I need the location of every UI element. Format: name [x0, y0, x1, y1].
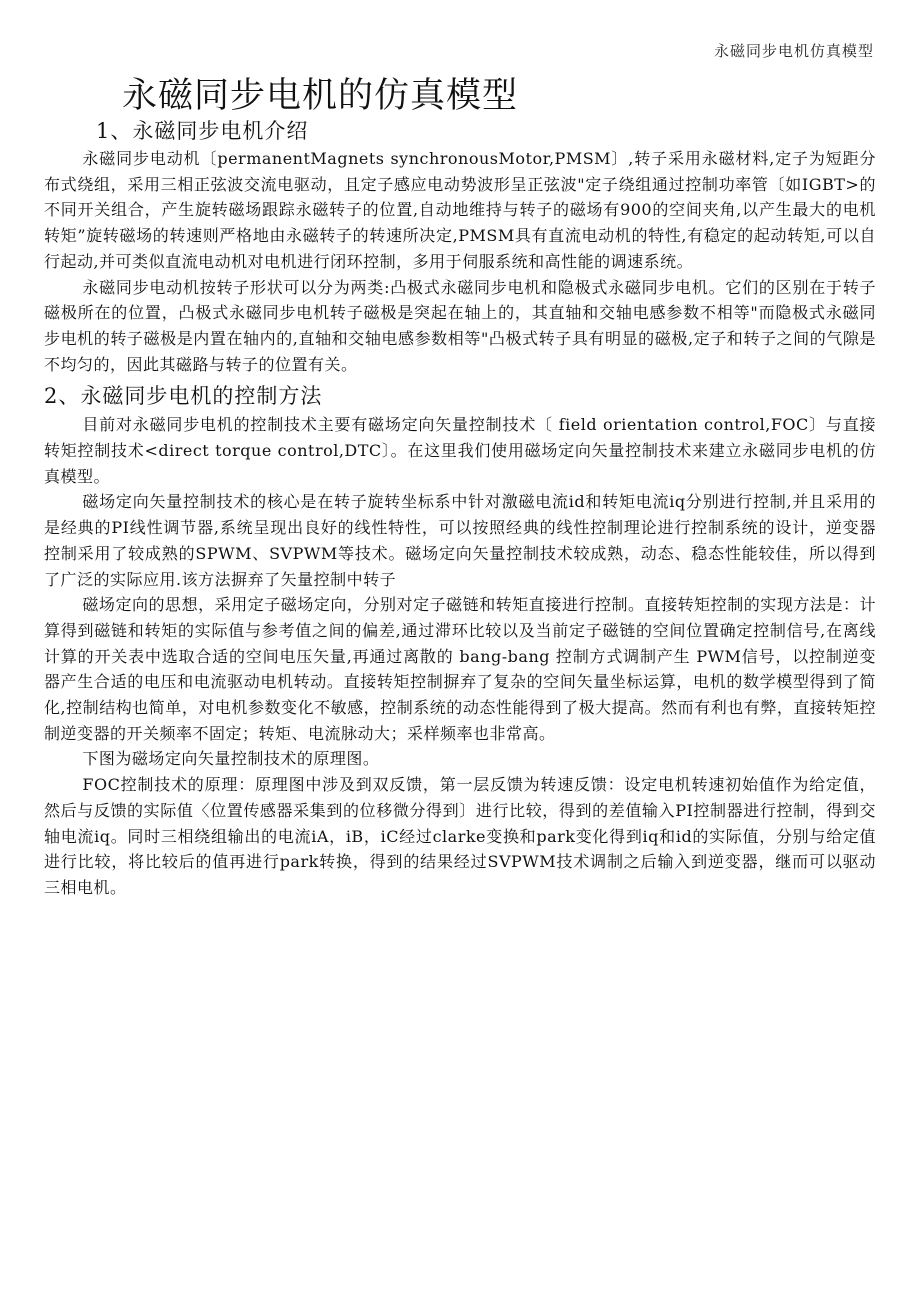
paragraph: 永磁同步电动机〔permanentMagnets synchronousMotor,PMSM〕,转子采用永磁材料,定子为短距分布式绕组，采用三相正弦波交流电驱动，且定子感应电动势波形呈正弦波"定子绕组通过控制功率管〔如IGBT>的不同开关组合，产生旋转磁场跟踪永磁转子的位置,自动地维持与转子的磁场有900的空间夹角,以产生最大的电机转矩”旋转磁场的转速则严格地由永磁转子的转速所决定,PMSM具有直流电动机的特性,有稳定的起动转矩,可以自行起动,并可类似直流电动机对电机进行闭环控制，多用于伺服系统和高性能的调速系统。 — [44, 149, 876, 271]
running-header: 永磁同步电机仿真模型 — [713, 42, 874, 60]
paragraph: 永磁同步电动机按转子形状可以分为两类:凸极式永磁同步电机和隐极式永磁同步电机。它们的区别在于转子磁极所在的位置，凸极式永磁同步电机转子磁极是突起在轴上的，其直轴和交轴电感参数不相等"而隐极式永磁同步电机的转子磁极是内置在轴内的,直轴和交轴电感参数相等"凸极式转子具有明显的磁极,定子和转子之间的气隙是不均匀的，因此其磁路与转子的位置有关。 — [44, 277, 876, 374]
paragraph: 磁场定向的思想，采用定子磁场定向，分别对定子磁链和转矩直接进行控制。直接转矩控制的实现方法是：计算得到磁链和转矩的实际值与参考值之间的偏差,通过滞环比较以及当前定子磁链的空间位置确定控制信号,在离线计算的开关表中选取合适的空间电压矢量,再通过离散的 bang-bang 控制方式调制产生 PWM信号，以控制逆变器产生合适的电压和电流驱动电机转动。直接转矩控制摒弃了复杂的空间矢量坐标运算，电机的数学模型得到了简化,控制结构也简单，对电机参数变化不敏感，控制系统的动态性能得到了极大提高。然而有利也有弊，直接转矩控制逆变器的开关频率不固定；转矩、电流脉动大；采样频率也非常高。 — [44, 595, 876, 743]
paragraph: FOC控制技术的原理：原理图中涉及到双反馈，第一层反馈为转速反馈：设定电机转速初始值作为给定值，然后与反馈的实际值〈位置传感器采集到的位移微分得到〕进行比较，得到的差值输入PI控制器进行控制，得到交轴电流iq。同时三相绕组输出的电流iA，iB，iC经过clarke变换和park变化得到iq和id的实际值，分别与给定值进行比较，将比较后的值再进行park转换，得到的结果经过SVPWM技术调制之后输入到逆变器，继而可以驱动三相电机。 — [44, 775, 876, 897]
paragraph: 目前对永磁同步电机的控制技术主要有磁场定向矢量控制技术〔 field orientation control,FOC〕与直接转矩控制技术<direct torque control,DTC〕。在这里我们使用磁场定向矢量控制技术来建立永磁同步电机的仿真模型。 — [44, 415, 876, 486]
paragraph: 下图为磁场定向矢量控制技术的原理图。 — [82, 749, 380, 769]
section-heading-control-methods: 2、永磁同步电机的控制方法 — [44, 384, 323, 409]
document-body — [44, 116, 876, 901]
section-heading-introduction: 1、永磁同步电机介绍 — [96, 119, 309, 143]
document-title: 永磁同步电机的仿真模型 — [122, 76, 519, 116]
paragraph: 磁场定向矢量控制技术的核心是在转子旋转坐标系中针对激磁电流id和转矩电流iq分别进行控制,并且采用的是经典的PI线性调节器,系统呈现出良好的线性特性，可以按照经典的线性控制理论进行控制系统的设计，逆变器控制采用了较成熟的SPWM、SVPWM等技术。磁场定向矢量控制技术较成熟，动态、稳态性能较佳，所以得到了广泛的实际应用.该方法摒弃了矢量控制中转子 — [44, 492, 876, 589]
